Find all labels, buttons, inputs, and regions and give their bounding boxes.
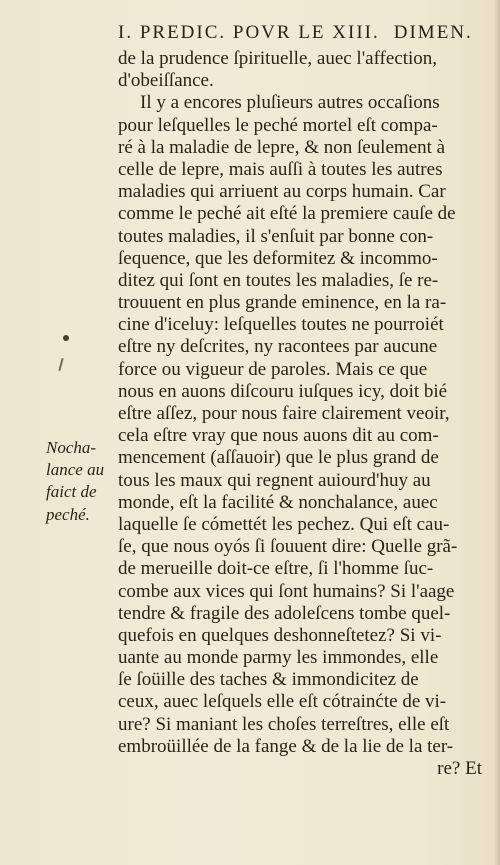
text-line: combe aux vices qui ſont humains? Si l'aage bbox=[118, 580, 455, 602]
text-line: ſequence, que les deformitez & incommo- bbox=[118, 247, 438, 269]
text-line: laquelle ſe cómettét les pechez. Qui eſt cau- bbox=[118, 513, 450, 535]
margin-note-line: Nocha- bbox=[46, 438, 97, 457]
text-line: tous les maux qui regnent auiourd'huy au bbox=[118, 469, 431, 491]
text-line: pour leſquelles le peché mortel eſt compa- bbox=[118, 114, 438, 136]
margin-note bbox=[46, 437, 118, 526]
running-header bbox=[118, 22, 486, 44]
text-line: tendre & fragile des adoleſcens tombe quel- bbox=[118, 602, 451, 624]
header-right: DIMEN. bbox=[393, 22, 473, 43]
text-line: embroüillée de la fange & de la lie de la ter- bbox=[118, 735, 454, 757]
text-line: ure? Si maniant les choſes terreſtres, elle eſt bbox=[118, 713, 450, 735]
text-line: monde, eſt la facilité & nonchalance, auec bbox=[118, 491, 438, 513]
page-edge-shadow bbox=[494, 0, 500, 865]
text-line: eſtre ny deſcrites, ny racontees par aucune bbox=[118, 336, 438, 358]
text-line: ditez qui ſont en toutes les maladies, ſe re- bbox=[118, 269, 439, 291]
text-line: ré à la maladie de lepre, & non ſeulement à bbox=[118, 136, 446, 158]
text-line: ſe ſoüille des taches & immondicitez de bbox=[118, 669, 419, 691]
text-line: force ou vigueur de paroles. Mais ce que bbox=[118, 358, 428, 380]
ink-spot bbox=[63, 335, 69, 341]
main-text bbox=[118, 48, 482, 780]
text-line: nous en auons diſcouru iuſques icy, doit bié bbox=[118, 380, 448, 402]
text-line: toutes maladies, il s'enſuit par bonne con- bbox=[118, 225, 434, 247]
text-line: de merueille doit-ce eſtre, ſi l'homme ſuc- bbox=[118, 558, 434, 580]
text-line: de la prudence ſpirituelle, auec l'affection, bbox=[118, 48, 438, 69]
margin-note-line: lance au bbox=[46, 460, 105, 480]
text-line: d'obeiſſance. bbox=[118, 70, 214, 92]
text-line: ſe, que nous oyós ſi ſouuent dire: Quelle grã- bbox=[118, 536, 458, 558]
text-line: quefois en quelques deshonneſtetez? Si vi- bbox=[118, 624, 442, 646]
margin-note-line: faict de bbox=[46, 482, 97, 502]
stray-mark bbox=[58, 358, 63, 371]
text-line: celle de lepre, mais auſſi à toutes les autres bbox=[118, 158, 443, 180]
text-line: trouuent en plus grande eminence, en la ra- bbox=[118, 292, 447, 314]
text-line: ceux, auec leſquels elle eſt cótrainćte de vi- bbox=[118, 691, 447, 713]
catchword-line: re? Et bbox=[437, 758, 482, 779]
text-line: maladies qui arriuent au corps humain. Car bbox=[118, 181, 446, 203]
text-line: mencement (aſſauoir) que le plus grand de bbox=[118, 447, 439, 469]
text-line: eſtre aſſez, pour nous faire clairement veoir, bbox=[118, 403, 450, 424]
header-left: I. PREDIC. POVR LE XIII. bbox=[118, 22, 380, 43]
margin-note-line: peché. bbox=[46, 504, 90, 524]
text-line: cine d'iceluy: leſquelles toutes ne pourroiét bbox=[118, 314, 444, 336]
text-line: cela eſtre vray que nous auons dit au com- bbox=[118, 425, 439, 447]
text-line: comme le peché ait eſté la premiere cauſe de bbox=[118, 203, 456, 225]
text-line: uante au monde parmy les immondes, elle bbox=[118, 647, 439, 669]
text-line: Il y a encores pluſieurs autres occaſions bbox=[140, 92, 440, 114]
